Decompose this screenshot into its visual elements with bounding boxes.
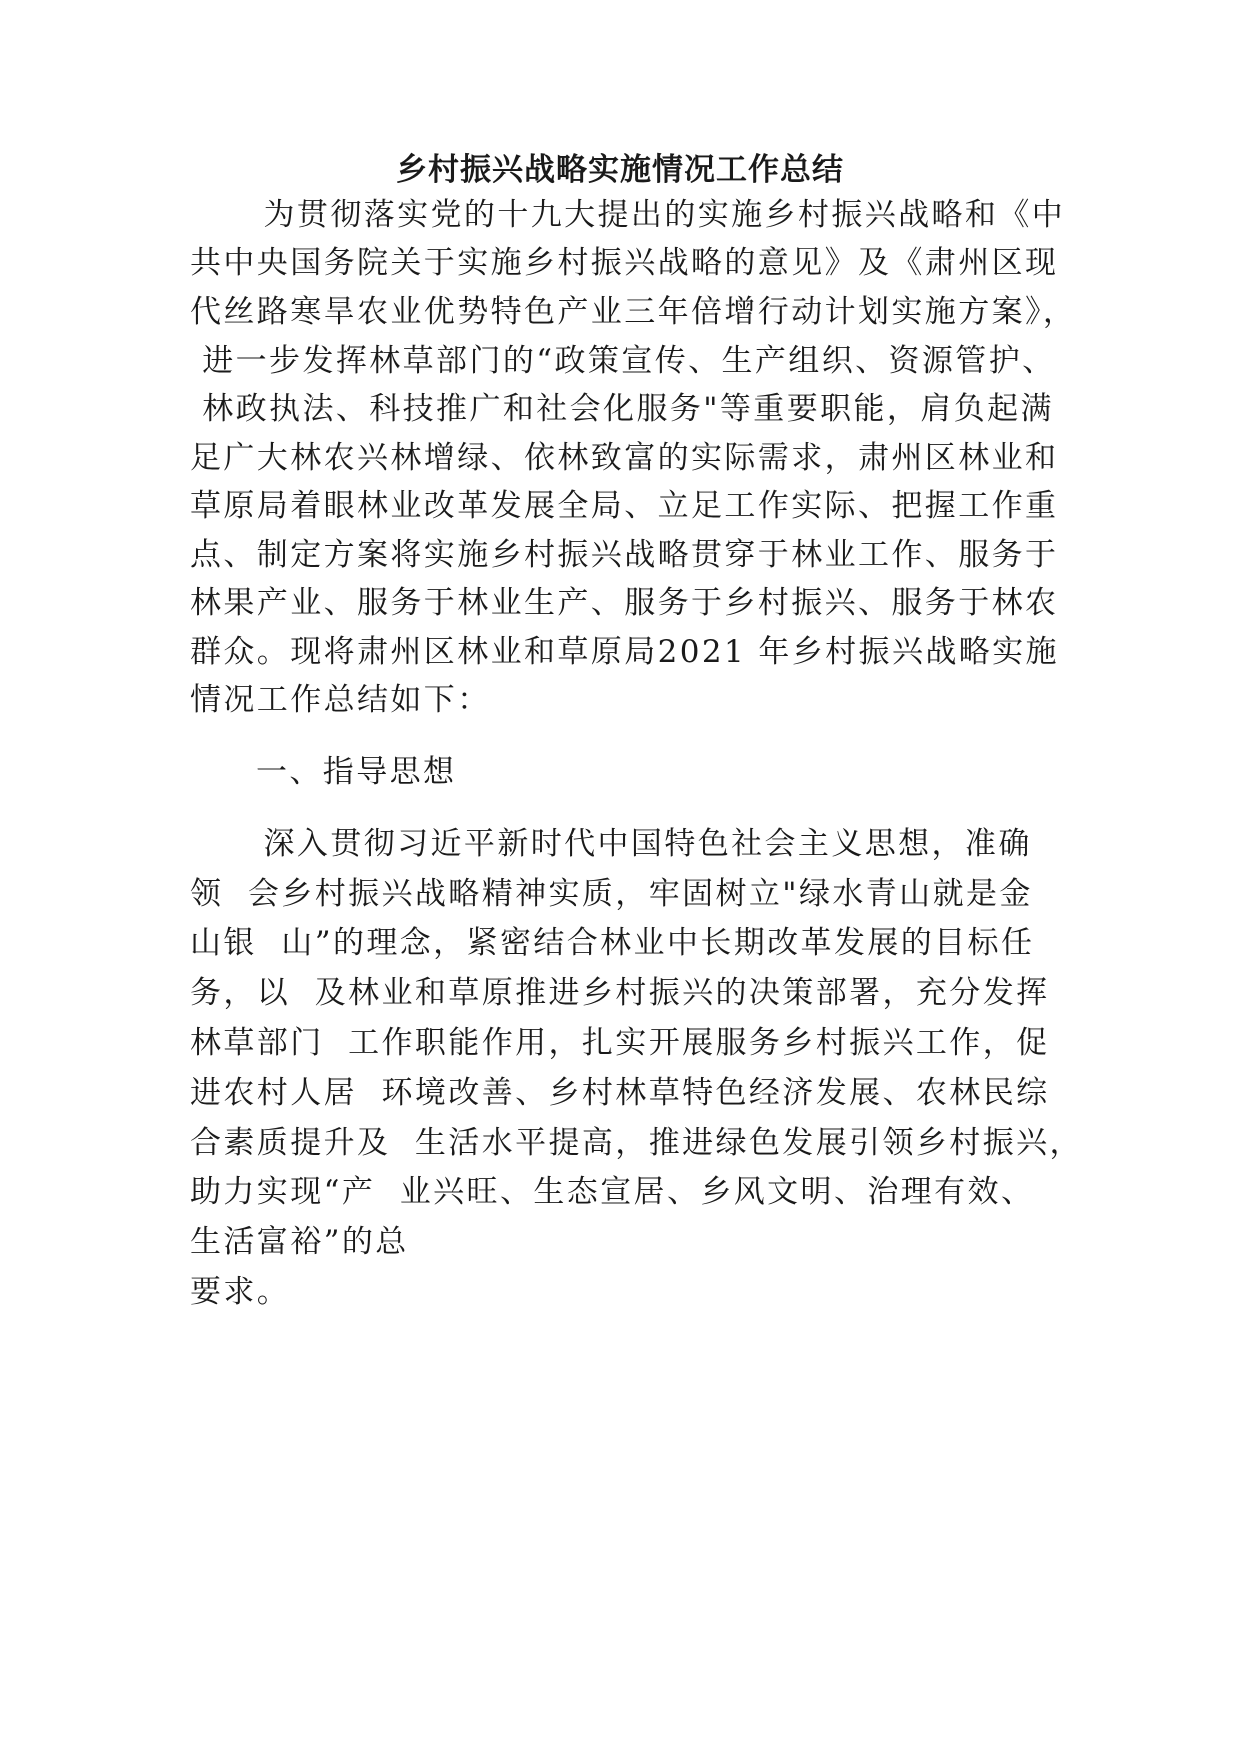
paragraph-line: 林政执法、科技推广和社会化服务"等重要职能，肩负起满: [190, 391, 1054, 427]
paragraph-line: 为贯彻落实党的十九大提出的实施乡村振兴战略和《中: [190, 197, 1066, 233]
paragraph-line: 足广大林农兴林增绿、依林致富的实际需求，肃州区林业和: [190, 440, 1059, 476]
paragraph-line: 群众。现将肃州区林业和草原局2021 年乡村振兴战略实施: [190, 634, 1059, 670]
paragraph-line: 代丝路寒旱农业优势特色产业三年倍增行动计划实施方案》，: [190, 294, 1077, 330]
paragraph-line: 生活富裕”的总: [190, 1224, 409, 1260]
paragraph-line: 合素质提升及 生活水平提高，推进绿色发展引领乡村振兴，: [190, 1125, 1083, 1161]
paragraph-line: 情况工作总结如下：: [190, 682, 491, 718]
paragraph-line: 草原局着眼林业改革发展全局、立足工作实际、把握工作重: [190, 488, 1059, 524]
paragraph-line: 进一步发挥林草部门的“政策宣传、生产组织、资源管护、: [190, 343, 1056, 379]
paragraph-line: 务，以 及林业和草原推进乡村振兴的决策部署，充分发挥: [190, 975, 1050, 1011]
paragraph-line: 林草部门 工作职能作用，扎实开展服务乡村振兴工作，促: [190, 1025, 1050, 1061]
paragraph-line: 点、制定方案将实施乡村振兴战略贯穿于林业工作、服务于: [190, 537, 1059, 573]
paragraph-line: 林果产业、服务于林业生产、服务于乡村振兴、服务于林农: [190, 585, 1059, 621]
section-heading: 一、指导思想: [256, 754, 457, 790]
paragraph-line: 山银 山”的理念，紧密结合林业中长期改革发展的目标任: [190, 925, 1035, 961]
paragraph-line: 进农村人居 环境改善、乡村林草特色经济发展、农林民综: [190, 1075, 1050, 1111]
paragraph-line: 领 会乡村振兴战略精神实质，牢固树立"绿水青山就是金: [190, 876, 1033, 912]
paragraph-line: 助力实现“产 业兴旺、生态宣居、乡风文明、治理有效、: [190, 1174, 1035, 1210]
document-title: 乡村振兴战略实施情况工作总结: [396, 152, 844, 188]
paragraph-line: 共中央国务院关于实施乡村振兴战略的意见》及《肃州区现: [190, 245, 1059, 281]
paragraph-line: 要求。: [190, 1274, 291, 1310]
paragraph-line: 深入贯彻习近平新时代中国特色社会主义思想，准确: [190, 826, 1032, 862]
